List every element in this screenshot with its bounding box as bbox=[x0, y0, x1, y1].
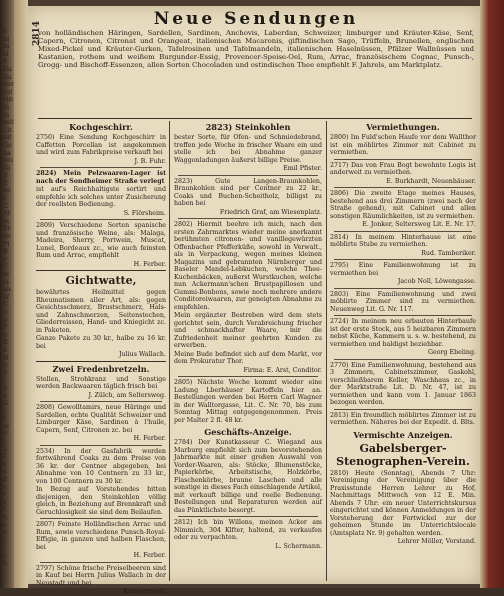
masthead-rule bbox=[38, 118, 472, 119]
page-number: 2814 bbox=[32, 20, 42, 46]
ad-text: 2814) In meinem Hinterhause ist eine möblirte Stube zu vermiethen. bbox=[330, 233, 476, 248]
separator bbox=[40, 167, 162, 168]
previous-page-edge: 6 bi bi ei ß Da Ra der rid ein in in mit Lit nit Ge ha bei Gi B E be v C Ar m Er de Pi B e C m ei an W C ti d P h R d N b 3 i S d G l f m d i u f v a d e r s t h e n l i c h . bbox=[3, 27, 14, 575]
ad-text: 2770) Eine Familienwohnung, bestehend aus 3 Zimmern, Cabinetszimmer, Gaskohl, verschließbarem Keller, Waschhaus zc., in der Marktstraße Lit. D. Nr. 47, ist zu vermiethen und kann vom 1. Januar 1863 bezogen werden. bbox=[330, 361, 476, 406]
ad-text: 2806) Die zweite Etage meines Hauses, bestehend aus drei Zimmern (zwei nach der Straße gehend), mit Cabinet und allen sonstigen Räumlichkeiten, ist zu vermiethen. bbox=[330, 190, 476, 220]
separator bbox=[334, 231, 472, 232]
section-heading: Vermischte Anzeigen. bbox=[353, 429, 453, 440]
section-heading: Kochgeschirr. bbox=[69, 122, 133, 132]
separator bbox=[334, 187, 472, 188]
separator bbox=[40, 562, 162, 563]
ad-text: 2805) Nächste Woche kommt wieder eine Ladung Lberhäuser Kartoffeln hier an. Bestellungen werden bei Herrn Carl Wagner in der Walltorgasse, Lit. C. Nr. 70, bis zum Sonntag Mittag entgegengenommen. Preis per Malter 2 fl. 48 kr. bbox=[174, 379, 322, 424]
separator bbox=[334, 288, 472, 289]
separator bbox=[178, 376, 318, 377]
column-divider bbox=[169, 121, 170, 581]
ad-text: 2724) In meinem neu erbauten Hinterbaufe ist der erste Stock, aus 5 heizbaren Zimmern nebst Küche, Kammern u. s. w. bestehend, zu vermiethen und baldigst beziehbar. bbox=[330, 318, 476, 348]
ad-text: 2808) Gewolltamirs, neue Häringe und Sardellen, echte Qualität Schweizer und Limburger Käse, Sardinen à l'huile, Capern, Senf, Citronen zc. bei bbox=[36, 404, 166, 434]
separator bbox=[334, 259, 472, 260]
separator bbox=[334, 315, 472, 316]
ad-signature: Kreisverwalt. bbox=[123, 588, 166, 595]
column-right bbox=[330, 121, 476, 581]
ad-signature: Georg Ebeling. bbox=[427, 349, 476, 356]
ad-text: Ganze Pakete zu 30 kr., halbe zu 16 kr. bei bbox=[36, 335, 166, 350]
separator bbox=[178, 516, 318, 517]
section-heading: Gichtwatte, bbox=[65, 274, 137, 287]
newspaper-page bbox=[28, 6, 480, 595]
separator bbox=[178, 175, 318, 176]
ad-signature: S. Flörsheim. bbox=[123, 209, 166, 217]
ad-text: In Bezug auf Vorstehendes bitten diejenigen, den Steinkohlen völlig gleich, in Beziehung auf Brennkraft und Geruchlosigkeit sie sind dem Beilaufen. bbox=[36, 486, 166, 516]
ad-box bbox=[36, 270, 166, 362]
ad-signature: Friedrich Graf, am Wiesenplatz. bbox=[219, 208, 322, 216]
section-heading: Gabelsberger-Stenographen-Verein. bbox=[336, 441, 470, 468]
ad-text: 2823) Gute Langen-Braunkohlen, Braunkohlen sind per Centner zu 22 kr., Coaks und Buchen-Scheitholz, billigst zu haben bei bbox=[174, 177, 322, 207]
ad-text: bester Sorte, für Ofen- und Schmiedebrand, treffen jede Woche in frischer Waare ein und stelle ich bei Abnahme ganzer Waggonladungen äußerst billige Preise. bbox=[174, 134, 322, 164]
ad-signature: H. Ferber. bbox=[133, 260, 166, 268]
separator bbox=[40, 445, 162, 446]
ad-text: 2824) Mein Pelzwaaren-Lager ist nach der Sondheimer Straße verlegt bbox=[36, 170, 166, 185]
ad-text: 2809) Verschiedene Sorten spanische und französische Weine, als: Malaga, Madeira, Sherry, Portwein, Muscat, Lunel, Bordeaux zc., wie auch feinsten Rum und Arrac, empfiehlt bbox=[36, 222, 166, 259]
separator bbox=[334, 359, 472, 360]
section-heading: Vermiethungen. bbox=[366, 122, 440, 132]
ad-text: 2813) Ein freundlich möblirtes Zimmer ist zu vermiethen. Näheres bei der Expedit. d. Blts. bbox=[330, 411, 476, 426]
ad-text: 2802) Hiermit beehre ich mich, nach den ersten Zahrmarktes wieder meine anerkannt berühmten citronen- und vanillegewürzten Offenbacher Pfefferküße, sowohl in Verwalt., als in Verpackung, wegen meines kleinen Magazins und gebrannten Nürnberger und Baseler Mandel-Lebkuchen, welche Thee-Kuchenbäcken, außerst Wurstkuchen, welche nun Ackermann'schen Brustpapillosen und Gummi-Bonbons, sowie noch mehrere andere Conditoreiwaaren, zur geneigten Abnahme zu empfehlen. bbox=[174, 221, 322, 311]
ad-signature: E. Jonker, Seltersweg Lit. E. Nr. 17. bbox=[362, 221, 476, 228]
ad-signature: J. B. Fuhr. bbox=[134, 157, 166, 165]
ad-signature: Rud. Tamberiker. bbox=[421, 249, 476, 257]
page-title: Neue Sendungen bbox=[153, 9, 359, 29]
ad-text: 2795) Eine Familienwohnung ist zu vermiethen bei bbox=[330, 262, 476, 277]
column-divider bbox=[326, 121, 327, 581]
ad-text: 2800) Im Fuld'schen Haufe vor dem Wallthor ist ein möblirtes Zimmer mit Cabinet zu vermiethen. bbox=[330, 134, 476, 156]
ad-signature: Firma: E. Arst, Conditor. bbox=[243, 366, 322, 374]
ad-text: 2784) Der Kunstkasseur C. Wiegand aus Marburg empfiehlt sich zum bevorstehenden Jahrmarkte mit einer großen Auswahl von Vorder-Waaren, als: Stöcke, Blumenstöcke, Papierkörbe, Arbeitstische, Holzkörbe, Flaschenkörbe, braune Laschen und alle sonstige in dieses Fach einschlagende Artikel, mit verkauft billige und reelle Bedienung. Bestellungen und Reparaturen werden auf das Pünktlichste besorgt. bbox=[174, 439, 322, 514]
ad-signature: L. Schermann. bbox=[275, 542, 322, 550]
ad-text: 2810) Heute (Sonntag), Abends 7 Uhr: Vereinigung der Vereinigung über die Praxisstunde Herren Lehrer zu Hof, Nachmittags Mittwoch von 12 E. Min. Abends 7 Uhr: ein neuer Unterrichtskursus eingerichtet und können Anmeldungen in der Vorsteherung der Fortwickel zur der geheimen Stunde im Unterrichtslocale (Amtsplatz Nr. 9) gehalten werden. bbox=[330, 469, 476, 537]
ad-text: 2717) Das von Frau Bogt bewohnte Logis ist anderweit zu vermiethen. bbox=[330, 161, 476, 176]
masthead-intro: von holländischen Häringen, Sardellen, Sardinen, Anchovis, Laberdan, Schweizer, limburger und Kräuter-Käse, Senf, Capern, Citronen, Citronat und Orangeat, italienischen Macaronis, giftindischen Sago, Trüffeln, Brunellen, englischen Mixed-Pickel und Kräuter-Gurken, Tafelrosinen und Tafelmandeln, italienischen Haselnüssen, Pfälzer Wallnüssen und Kastanien, rothem und weißem Burgunder-Essig, Provencer-Speise-Oel, Rum, Arrac, französischem Cognac, Punsch-, Grogg- und Bischoff-Essenzen, allen Sorten Chocoladen und ostindischen Thee empfiehlt F. Jahrels, am Marktplatz. bbox=[38, 29, 474, 70]
ad-signature: E. Burkhardt, Neuenhäuser. bbox=[386, 177, 476, 185]
section-heading: Geschäfts-Anzeige. bbox=[204, 427, 292, 437]
ad-text: ist auf's Reichhaltigste sortirt und empfehle ich solches unter Zusicherung der reellsten Bedienung. bbox=[36, 186, 166, 208]
column-middle bbox=[174, 121, 322, 581]
separator bbox=[178, 218, 318, 219]
section-heading: Zwei Fredenbretzeln. bbox=[52, 363, 150, 374]
column-left bbox=[36, 121, 166, 595]
ad-signature: H. Ferber. bbox=[133, 552, 166, 559]
ad-text: 2812) Ich bin Willens, meinen Acker am Nimmich, 304 Klfter, haltend, zu verkaufen oder zu verpachten. bbox=[174, 519, 322, 541]
ad-text: Stellen, Strohkranz und Sonstige werden Backwaaren täglich frisch bei bbox=[36, 375, 166, 390]
ad-text: 2807) Feinste Holländischen Arrac und Rum, sowie verschiedene Punsch-Royal-Effigie, in ganzen und halben Flaschen, bei bbox=[36, 521, 166, 551]
separator bbox=[334, 409, 472, 410]
ad-signature: J. Zülch, am Seltersweg. bbox=[88, 391, 166, 399]
ad-text: Mein ergänzter Bestreben wird dem stets gerichtet sein, durch Verabreichung frischer und schmackhafter Waare, mir die Zufriedenheit meiner geehrten Kunden zu erwerben. bbox=[174, 312, 322, 349]
separator bbox=[40, 518, 162, 519]
ad-signature: Jacob Noll, Löwengasse. bbox=[397, 278, 476, 285]
ad-signature: H. Ferber. bbox=[133, 435, 166, 442]
ad-text: 2534) In der Gasfabrik werden fortwährend Coaks zu dem Preise von 36 kr. der Centner abgegeben, bei Abnahme von 10 Centnern zu 33 kr., von 100 Centnern zu 30 kr. bbox=[36, 447, 166, 485]
ad-signature: Lehrer Möller, Vorstand. bbox=[397, 538, 476, 545]
ad-signature: Emil Pfister. bbox=[283, 165, 322, 172]
ad-signature: Julius Wallach. bbox=[119, 351, 166, 358]
separator bbox=[40, 401, 162, 402]
book-fore-edge bbox=[480, 0, 504, 588]
separator bbox=[334, 159, 472, 160]
ad-text: bewährtes Heilmittel gegen Rheumatismen aller Art, als: gegen Gesichtsschmerz, Brustschmerz, Hals- und Zahnschmerzen, Seitenstechen, Gliederreissen, Hand- und Kniegicht zc. in Paketen. bbox=[36, 289, 166, 334]
ad-text: 2803) Eine Familienwohnung und zwei möblirte Zimmer sind zu vermiethen. Neuenweg Lit. G. Nr. 117. bbox=[330, 290, 476, 313]
ad-text: Meine Bude befindet sich auf dem Markt, vor dem Prokuratur Thor. bbox=[174, 350, 322, 365]
separator bbox=[40, 219, 162, 220]
masthead bbox=[36, 6, 476, 69]
ad-text: 2750) Eine Sendung Kochgeschirr in Caffetten Porcellan ist angekommen und wird zum Fabrikpreise verkauft bei bbox=[36, 134, 166, 156]
ad-text: 2797) Schöne frische Preiselbeeren sind in Kauf bei Herrn Julius Wallach in der Neustadt und bei bbox=[36, 564, 166, 587]
section-heading: 2823) Steinkohlen bbox=[205, 122, 291, 132]
